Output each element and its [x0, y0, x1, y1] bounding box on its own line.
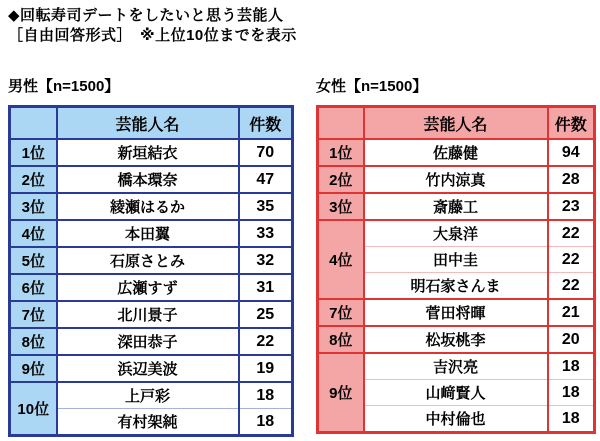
celebrity-name-cell: 本田翼: [57, 220, 239, 247]
page-subtitle: ［自由回答形式］ ※上位10位までを表示: [8, 27, 297, 44]
header-row: [318, 107, 595, 140]
celebrity-name-cell: 石原さとみ: [57, 247, 239, 274]
count-cell: 47: [239, 166, 293, 193]
celebrity-name-cell: 北川景子: [57, 301, 239, 328]
column-header-count: 件数: [239, 107, 293, 140]
table-row: [10, 220, 293, 247]
table-row: [10, 274, 293, 301]
corner-cell: [10, 107, 57, 140]
celebrity-name-cell: 中村倫也: [364, 406, 548, 433]
celebrity-name-cell: 広瀬すず: [57, 274, 239, 301]
celebrity-name-cell: 山﨑賢人: [364, 380, 548, 406]
count-cell: 19: [239, 355, 293, 382]
rank-cell: 9位: [10, 355, 57, 382]
count-cell: 32: [239, 247, 293, 274]
table-row: [10, 166, 293, 193]
tables-row: [8, 78, 592, 437]
table-row: [10, 139, 293, 166]
rank-cell: 5位: [10, 247, 57, 274]
table-row: [10, 328, 293, 355]
count-cell: 18: [239, 409, 293, 436]
celebrity-name-cell: 松坂桃李: [364, 326, 548, 353]
table-row: [318, 139, 595, 166]
celebrity-name-cell: 菅田将暉: [364, 299, 548, 326]
celebrity-name-cell: 明石家さんま: [364, 273, 548, 300]
celebrity-name-cell: 斎藤工: [364, 193, 548, 220]
table-row: [10, 355, 293, 382]
corner-cell: [318, 107, 364, 140]
count-cell: 70: [239, 139, 293, 166]
count-cell: 25: [239, 301, 293, 328]
count-cell: 18: [239, 382, 293, 409]
count-cell: 35: [239, 193, 293, 220]
celebrity-name-cell: 綾瀬はるか: [57, 193, 239, 220]
count-cell: 22: [548, 220, 595, 247]
rank-cell: 2位: [10, 166, 57, 193]
rank-cell: 7位: [318, 299, 364, 326]
celebrity-name-cell: 有村架純: [57, 409, 239, 436]
table-row: [318, 299, 595, 326]
rank-cell: 1位: [318, 139, 364, 166]
rank-cell: 4位: [318, 220, 364, 299]
count-cell: 94: [548, 139, 595, 166]
count-cell: 22: [548, 273, 595, 300]
table-row: [318, 166, 595, 193]
rank-cell: 10位: [10, 382, 57, 436]
count-cell: 18: [548, 406, 595, 433]
table-row: [10, 301, 293, 328]
count-cell: 20: [548, 326, 595, 353]
celebrity-name-cell: 吉沢亮: [364, 353, 548, 380]
table-row: [318, 193, 595, 220]
count-cell: 31: [239, 274, 293, 301]
rank-cell: 8位: [318, 326, 364, 353]
count-cell: 18: [548, 353, 595, 380]
count-cell: 33: [239, 220, 293, 247]
column-header-name: 芸能人名: [364, 107, 548, 140]
column-header-count: 件数: [548, 107, 595, 140]
male-ranking-table: [8, 105, 294, 437]
header-row: [10, 107, 293, 140]
column-header-name: 芸能人名: [57, 107, 239, 140]
table-row: [10, 382, 293, 409]
rank-cell: 1位: [10, 139, 57, 166]
rank-cell: 7位: [10, 301, 57, 328]
table-row: [10, 247, 293, 274]
count-cell: 28: [548, 166, 595, 193]
count-cell: 22: [548, 247, 595, 273]
table-row: [318, 220, 595, 247]
celebrity-name-cell: 新垣結衣: [57, 139, 239, 166]
celebrity-name-cell: 浜辺美波: [57, 355, 239, 382]
page-title: ◆回転寿司デートをしたいと思う芸能人: [8, 7, 284, 24]
table-row: [318, 353, 595, 380]
rank-cell: 4位: [10, 220, 57, 247]
male-table-section: [8, 78, 294, 437]
celebrity-name-cell: 大泉洋: [364, 220, 548, 247]
celebrity-name-cell: 上戸彩: [57, 382, 239, 409]
title-block: [8, 6, 592, 46]
female-ranking-table: [316, 105, 596, 434]
table-row: [10, 193, 293, 220]
male-table-label: 男性【n=1500】: [8, 78, 120, 95]
rank-cell: 3位: [318, 193, 364, 220]
count-cell: 21: [548, 299, 595, 326]
celebrity-name-cell: 深田恭子: [57, 328, 239, 355]
celebrity-name-cell: 佐藤健: [364, 139, 548, 166]
celebrity-name-cell: 竹内涼真: [364, 166, 548, 193]
celebrity-name-cell: 田中圭: [364, 247, 548, 273]
count-cell: 22: [239, 328, 293, 355]
celebrity-name-cell: 橋本環奈: [57, 166, 239, 193]
rank-cell: 2位: [318, 166, 364, 193]
rank-cell: 8位: [10, 328, 57, 355]
rank-cell: 6位: [10, 274, 57, 301]
rank-cell: 3位: [10, 193, 57, 220]
rank-cell: 9位: [318, 353, 364, 433]
count-cell: 18: [548, 380, 595, 406]
table-row: [318, 326, 595, 353]
female-table-label: 女性【n=1500】: [316, 78, 428, 95]
count-cell: 23: [548, 193, 595, 220]
female-table-section: [316, 78, 596, 434]
